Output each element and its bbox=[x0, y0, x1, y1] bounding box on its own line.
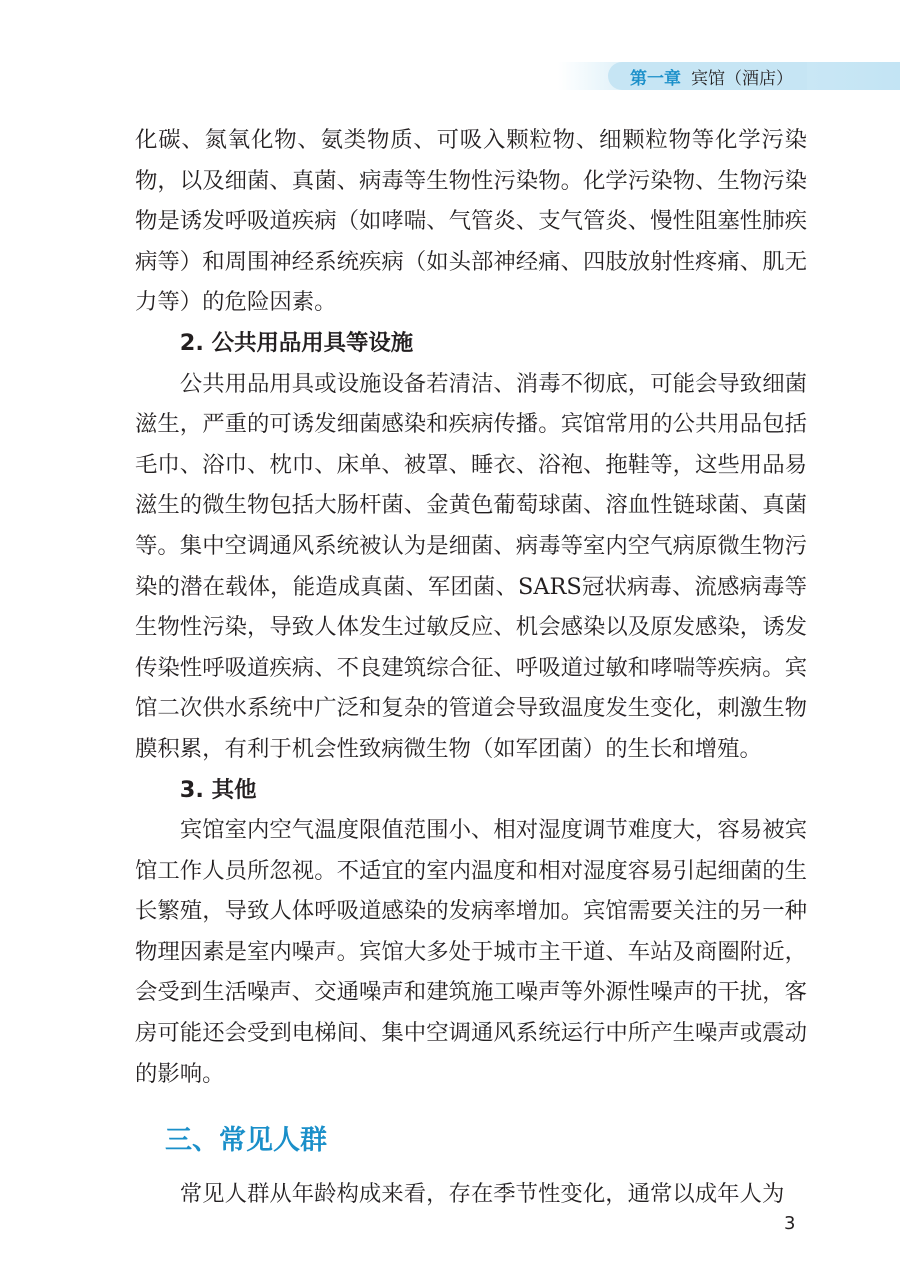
paragraph-common-groups: 常见人群从年龄构成来看，存在季节性变化，通常以成年人为 bbox=[179, 1181, 785, 1208]
chapter-header bbox=[608, 62, 807, 90]
subheading-other: 3. 其他 bbox=[179, 776, 257, 803]
page-body bbox=[135, 120, 807, 1215]
chapter-title: 宾馆（酒店） bbox=[691, 68, 793, 89]
paragraph-continued: 化碳、氮氧化物、氨类物质、可吸入颗粒物、细颗粒物等化学污染物，以及细菌、真菌、病毒等生物性污染物。化学污染物、生物污染物是诱发呼吸道疾病（如哮喘、气管炎、支气管炎、慢性阻塞性肺疾病等）和周围神经系统疾病（如头部神经痛、四肢放射性疼痛、肌无力等）的危险因素。 bbox=[135, 127, 807, 316]
paragraph-other: 宾馆室内空气温度限值范围小、相对湿度调节难度大，容易被宾馆工作人员所忽视。不适宜的室内温度和相对湿度容易引起细菌的生长繁殖，导致人体呼吸道感染的发病率增加。宾馆需要关注的另一种物理因素是室内噪声。宾馆大多处于城市主干道、车站及商圈附近，会受到生活噪声、交通噪声和建筑施工噪声等外源性噪声的干扰，客房可能还会受到电梯间、集中空调通风系统运行中所产生噪声或震动的影响。 bbox=[135, 817, 807, 1087]
subheading-public-items: 2. 公共用品用具等设施 bbox=[179, 329, 414, 356]
section-title-common-groups: 三、常见人群 bbox=[165, 1125, 327, 1157]
page-number: 3 bbox=[784, 1213, 796, 1234]
chapter-number: 第一章 bbox=[630, 68, 681, 89]
paragraph-public-items: 公共用品用具或设施设备若清洁、消毒不彻底，可能会导致细菌滋生，严重的可诱发细菌感染和疾病传播。宾馆常用的公共用品包括毛巾、浴巾、枕巾、床单、被罩、睡衣、浴袍、拖鞋等，这些用品易滋生的微生物包括大肠杆菌、金黄色葡萄球菌、溶血性链球菌、真菌等。集中空调通风系统被认为是细菌、病毒等室内空气病原微生物污染的潜在载体，能造成真菌、军团菌、SARS冠状病毒、流感病毒等生物性污染，导致人体发生过敏反应、机会感染以及原发感染，诱发传染性呼吸道疾病、不良建筑综合征、呼吸道过敏和哮喘等疾病。宾馆二次供水系统中广泛和复杂的管道会导致温度发生变化，刺激生物膜积累，有利于机会性致病微生物（如军团菌）的生长和增殖。 bbox=[135, 370, 807, 762]
